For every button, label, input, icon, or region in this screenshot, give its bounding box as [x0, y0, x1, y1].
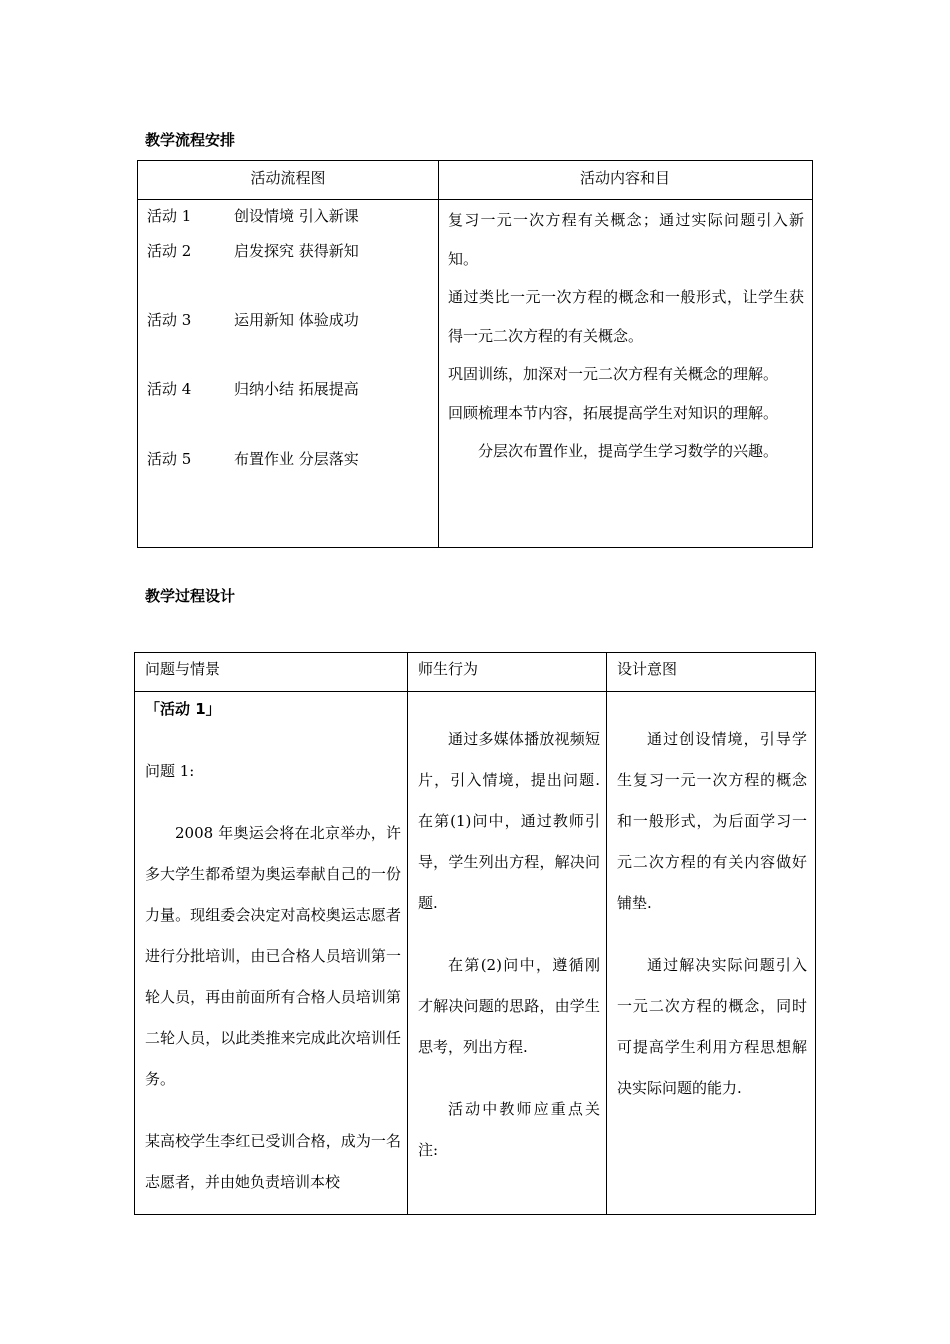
intent-paragraph: 通过解决实际问题引入一元二次方程的概念，同时可提高学生利用方程思想解决实际问题的能力.	[617, 956, 807, 1097]
activity-name: 归纳小结 拓展提高	[234, 380, 359, 398]
activity-name: 布置作业 分层落实	[234, 450, 359, 468]
section-title-flow: 教学流程安排	[145, 131, 236, 149]
purpose-text: 复习一元一次方程有关概念；通过实际问题引入新知。	[448, 211, 804, 268]
activity-number: 活动 1	[147, 207, 192, 225]
intent-column	[617, 719, 807, 1109]
purpose-text: 通过类比一元一次方程的概念和一般形式，让学生获得一元二次方程的有关概念。	[448, 288, 804, 345]
purpose-text: 分层次布置作业，提高学生学习数学的兴趣。	[478, 442, 779, 460]
process-table	[134, 652, 816, 1215]
activity-name: 创设情境 引入新课	[234, 207, 359, 225]
problem-paragraph: 某高校学生李红已受训合格，成为一名志愿者，并由她负责培训本校	[145, 1132, 401, 1191]
header-design-intent: 设计意图	[617, 660, 678, 678]
behavior-column	[418, 719, 600, 1171]
activity-number: 活动 5	[147, 450, 192, 468]
behavior-paragraph: 通过多媒体播放视频短片，引入情境，提出问题. 在第(1)问中，通过教师引导，学生列出方程，解决问题.	[418, 730, 600, 912]
purpose-column	[448, 201, 804, 471]
behavior-paragraph: 在第(2)问中，遵循刚才解决问题的思路，由学生思考，列出方程.	[418, 956, 600, 1056]
header-problem-situation: 问题与情景	[145, 660, 221, 678]
header-teacher-student: 师生行为	[418, 660, 479, 678]
purpose-text: 巩固训练，加深对一元二次方程有关概念的理解。	[448, 365, 779, 383]
header-flow-chart: 活动流程图	[250, 169, 326, 187]
section-title-process: 教学过程设计	[145, 587, 236, 605]
problem-column	[145, 689, 401, 1203]
table-divider	[138, 199, 812, 200]
activity-name: 运用新知 体验成功	[234, 311, 359, 329]
behavior-paragraph: 活动中教师应重点关注:	[418, 1100, 600, 1159]
activity-number: 活动 2	[147, 242, 192, 260]
intent-paragraph: 通过创设情境，引导学生复习一元一次方程的概念和一般形式，为后面学习一元二次方程的有关内容做好铺垫.	[617, 730, 807, 912]
flow-table	[137, 160, 813, 548]
table-divider	[438, 161, 439, 547]
activity-number: 活动 4	[147, 380, 192, 398]
purpose-text: 回顾梳理本节内容，拓展提高学生对知识的理解。	[448, 403, 779, 422]
table-divider	[407, 653, 408, 1214]
question-label: 问题 1:	[145, 762, 195, 780]
problem-paragraph: 2008 年奥运会将在北京举办，许多大学生都希望为奥运奉献自己的一份力量。现组委会决定对高校奥运志愿者进行分批培训，由已合格人员培训第一轮人员，再由前面所有合格人员培训第二轮人员，以此类推来完成此次培训任务。	[145, 824, 401, 1088]
activity-number: 活动 3	[147, 311, 192, 329]
header-content-purpose: 活动内容和目	[579, 169, 670, 187]
activity-name: 启发探究 获得新知	[234, 242, 359, 260]
table-divider	[606, 653, 607, 1214]
activity-label: 「活动 1」	[145, 700, 221, 718]
